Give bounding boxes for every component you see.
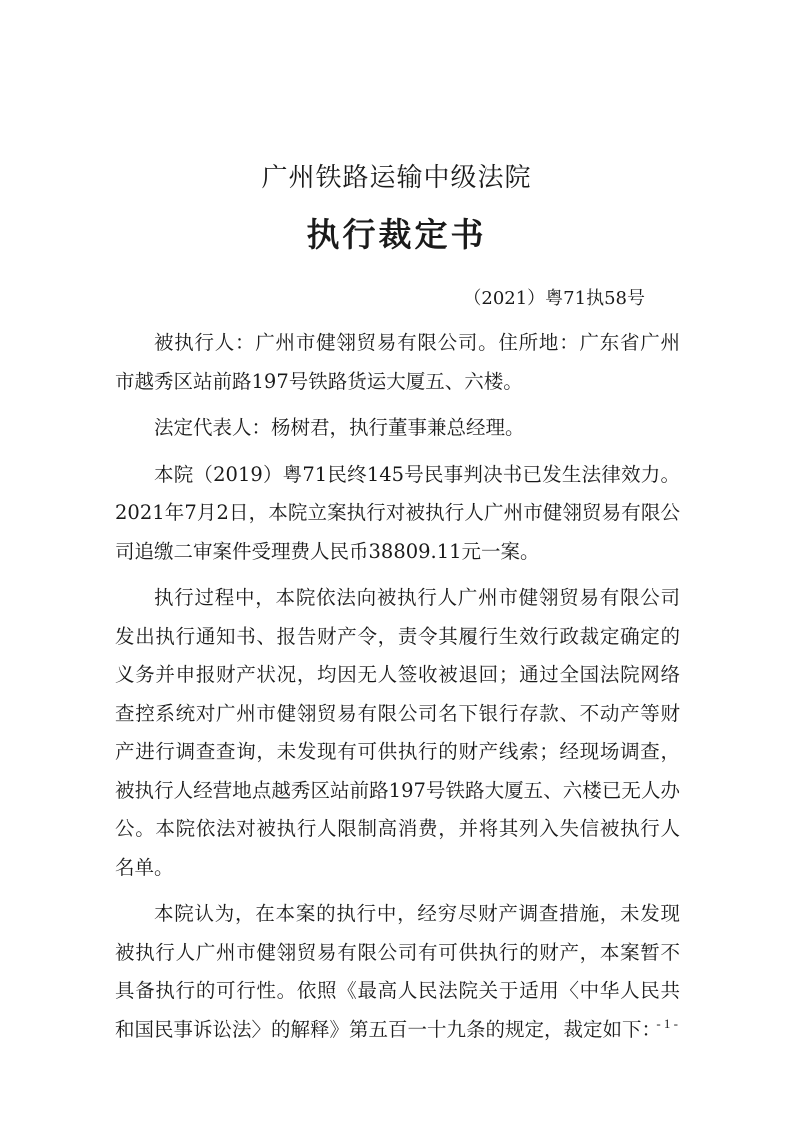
document-title: 执行裁定书: [306, 215, 487, 254]
case-number: （2021）粤71执58号: [463, 288, 645, 309]
paragraph-respondent: 被执行人：广州市健翎贸易有限公司。住所地：广东省广州市越秀区站前路197号铁路货运大厦五、六楼。: [115, 331, 680, 393]
paragraph-legal-representative: 法定代表人：杨树君，执行董事兼总经理。: [154, 416, 525, 439]
document-body: [115, 324, 680, 1057]
page-number: - 1 -: [656, 1016, 678, 1031]
court-name: 广州铁路运输中级法院: [261, 163, 532, 193]
paragraph-execution-process: 执行过程中，本院依法向被执行人广州市健翎贸易有限公司发出执行通知书、报告财产令，责令其履行生效行政裁定确定的义务并申报财产状况，均因无人签收被退回；通过全国法院网络查控系统对广州市健翎贸易有限公司名下银行存款、不动产等财产进行调查查询，未发现有可供执行的财产线索；经现场调查，被执行人经营地点越秀区站前路197号铁路大厦五、六楼已无人办公。本院依法对被执行人限制高消费，并将其列入失信被执行人名单。: [115, 586, 680, 879]
paragraph-court-opinion: 本院认为，在本案的执行中，经穷尽财产调查措施，未发现被执行人广州市健翎贸易有限公司有可供执行的财产，本案暂不具备执行的可行性。依照《最高人民法院关于适用〈中华人民共和国民事诉讼法〉的解释》第五百一十九条的规定，裁定如下：: [115, 902, 680, 1041]
paragraph-case-background: 本院（2019）粤71民终145号民事判决书已发生法律效力。2021年7月2日，本院立案执行对被执行人广州市健翎贸易有限公司追缴二审案件受理费人民币38809.11元一案。: [115, 462, 680, 563]
